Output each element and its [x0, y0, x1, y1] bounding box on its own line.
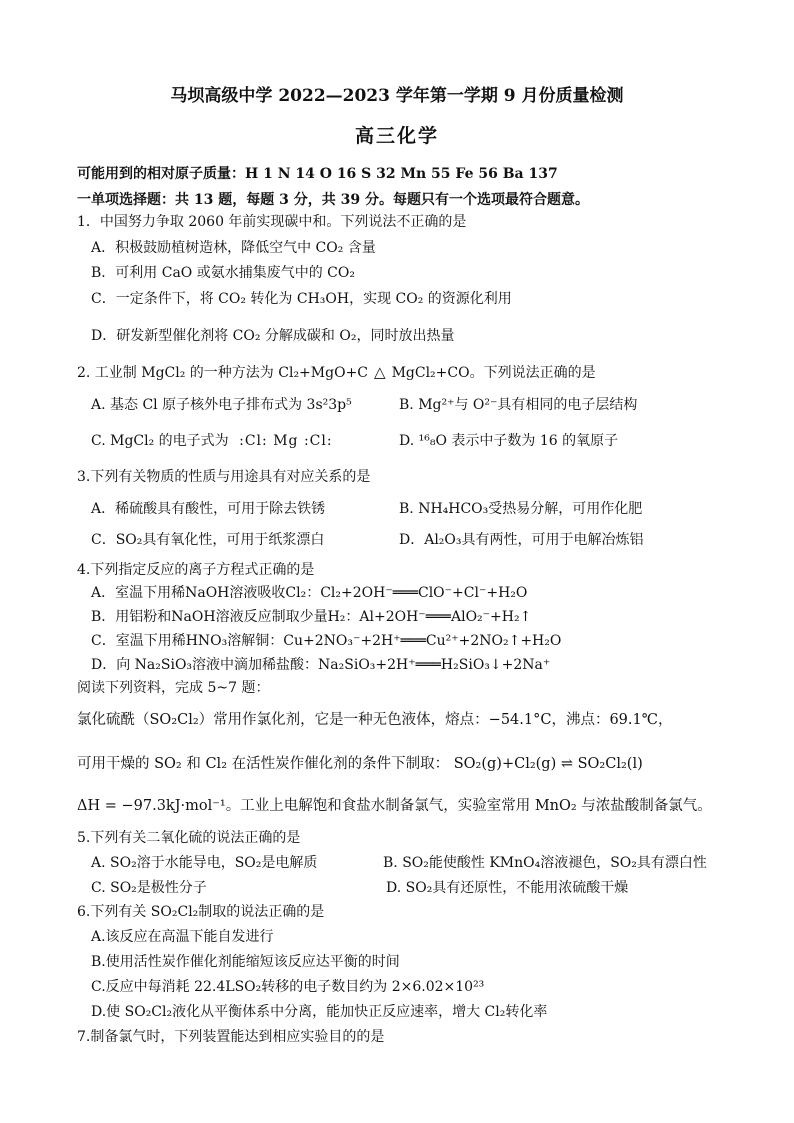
- q1-stem: 1．中国努力争取 2060 年前实现碳中和。下列说法不正确的是: [77, 214, 467, 230]
- q2-stem: [77, 362, 596, 383]
- q5-option-b: B. SO₂能使酸性 KMnO₄溶液褪色，SO₂具有漂白性: [383, 855, 707, 871]
- exam-title: 马坝高级中学 2022—2023 学年第一学期 9 月份质量检测: [170, 86, 624, 106]
- q2-option-a: A. 基态 Cl 原子核外电子排布式为 3s²3p⁵: [91, 397, 352, 413]
- electron-formula: :Cl: Mg :Cl:: [239, 433, 333, 449]
- q1-option-c: C．一定条件下，将 CO₂ 转化为 CH₃OH，实现 CO₂ 的资源化利用: [91, 291, 512, 307]
- q1-option-d: D．研发新型催化剂将 CO₂ 分解成碳和 O₂，同时放出热量: [91, 328, 455, 344]
- section-heading: 一单项选择题：共 13 题，每题 3 分，共 39 分。每题只有一个选项最符合题意。: [77, 192, 589, 208]
- q3-option-d: D．Al₂O₃具有两性，可用于电解冶炼铝: [399, 532, 644, 548]
- q2-option-c: [91, 431, 333, 451]
- q1-option-b: B．可利用 CaO 或氨水捕集废气中的 CO₂: [91, 265, 355, 281]
- heat-delta-icon: △: [374, 363, 386, 381]
- q1-option-a: A．积极鼓励植树造林，降低空气中 CO₂ 含量: [91, 240, 376, 256]
- q7-stem: 7.制备氯气时，下列装置能达到相应实验目的的是: [77, 1029, 385, 1045]
- q2-option-c-text: C. MgCl₂ 的电子式为: [91, 433, 229, 449]
- q3-stem: 3.下列有关物质的性质与用途具有对应关系的是: [77, 469, 371, 485]
- q2-stem-pre: 2. 工业制 MgCl₂ 的一种方法为 Cl₂+MgO+C: [77, 365, 369, 381]
- q5-stem: 5.下列有关二氧化硫的说法正确的是: [77, 830, 301, 846]
- q4-option-d: D．向 Na₂SiO₃溶液中滴加稀盐酸：Na₂SiO₃+2H⁺═══H₂SiO₃↓+2Na⁺: [91, 657, 551, 673]
- q2-option-d: D. ¹⁶₈O 表示中子数为 16 的氧原子: [399, 433, 619, 449]
- exam-subtitle: 高三化学: [354, 125, 439, 147]
- atomic-masses: 可能用到的相对原子质量：H 1 N 14 O 16 S 32 Mn 55 Fe 56 Ba 137: [77, 166, 558, 182]
- q6-option-a: A.该反应在高温下能自发进行: [91, 929, 274, 945]
- reading-paragraph-1: 氯化硫酰（SO₂Cl₂）常用作氯化剂，它是一种无色液体，熔点：−54.1°C，沸点：69.1℃，: [77, 712, 673, 728]
- q6-stem: 6.下列有关 SO₂Cl₂制取的说法正确的是: [77, 904, 325, 920]
- reading-paragraph-2: 可用干燥的 SO₂ 和 Cl₂ 在活性炭作催化剂的条件下制取： SO₂(g)+Cl₂(g) ⇌ SO₂Cl₂(l): [77, 756, 643, 772]
- q2-stem-post: MgCl₂+CO。下列说法正确的是: [391, 365, 596, 381]
- q4-option-b: B．用铝粉和NaOH溶液反应制取少量H₂：Al+2OH⁻═══AlO₂⁻+H₂↑: [91, 609, 532, 625]
- q5-option-c: C. SO₂是极性分子: [91, 880, 207, 896]
- q5-option-a: A. SO₂溶于水能导电，SO₂是电解质: [91, 855, 318, 871]
- q3-option-c: C．SO₂具有氧化性，可用于纸浆漂白: [91, 532, 325, 548]
- q4-option-a: A．室温下用稀NaOH溶液吸收Cl₂：Cl₂+2OH⁻═══ClO⁻+Cl⁻+H₂O: [91, 585, 528, 601]
- q4-stem: 4.下列指定反应的离子方程式正确的是: [77, 562, 315, 578]
- q6-option-b: B.使用活性炭作催化剂能缩短该反应达平衡的时间: [91, 954, 400, 970]
- q3-option-a: A．稀硫酸具有酸性，可用于除去铁锈: [91, 501, 326, 517]
- q2-option-b: B. Mg²⁺与 O²⁻具有相同的电子层结构: [399, 397, 638, 413]
- q6-option-c: C.反应中每消耗 22.4LSO₂转移的电子数目约为 2×6.02×10²³: [91, 979, 485, 995]
- q4-option-c: C．室温下用稀HNO₃溶解铜：Cu+2NO₃⁻+2H⁺═══Cu²⁺+2NO₂↑+H₂O: [91, 633, 562, 649]
- reading-intro: 阅读下列资料，完成 5~7 题：: [77, 680, 270, 696]
- q5-option-d: D. SO₂具有还原性，不能用浓硫酸干燥: [386, 880, 629, 896]
- q3-option-b: B. NH₄HCO₃受热易分解，可用作化肥: [399, 501, 643, 517]
- reading-paragraph-3: ΔH = −97.3kJ·mol⁻¹。工业上电解饱和食盐水制备氯气，实验室常用 MnO₂ 与浓盐酸制备氯气。: [77, 798, 712, 814]
- q6-option-d: D.使 SO₂Cl₂液化从平衡体系中分离，能加快正反应速率，增大 Cl₂转化率: [91, 1004, 548, 1020]
